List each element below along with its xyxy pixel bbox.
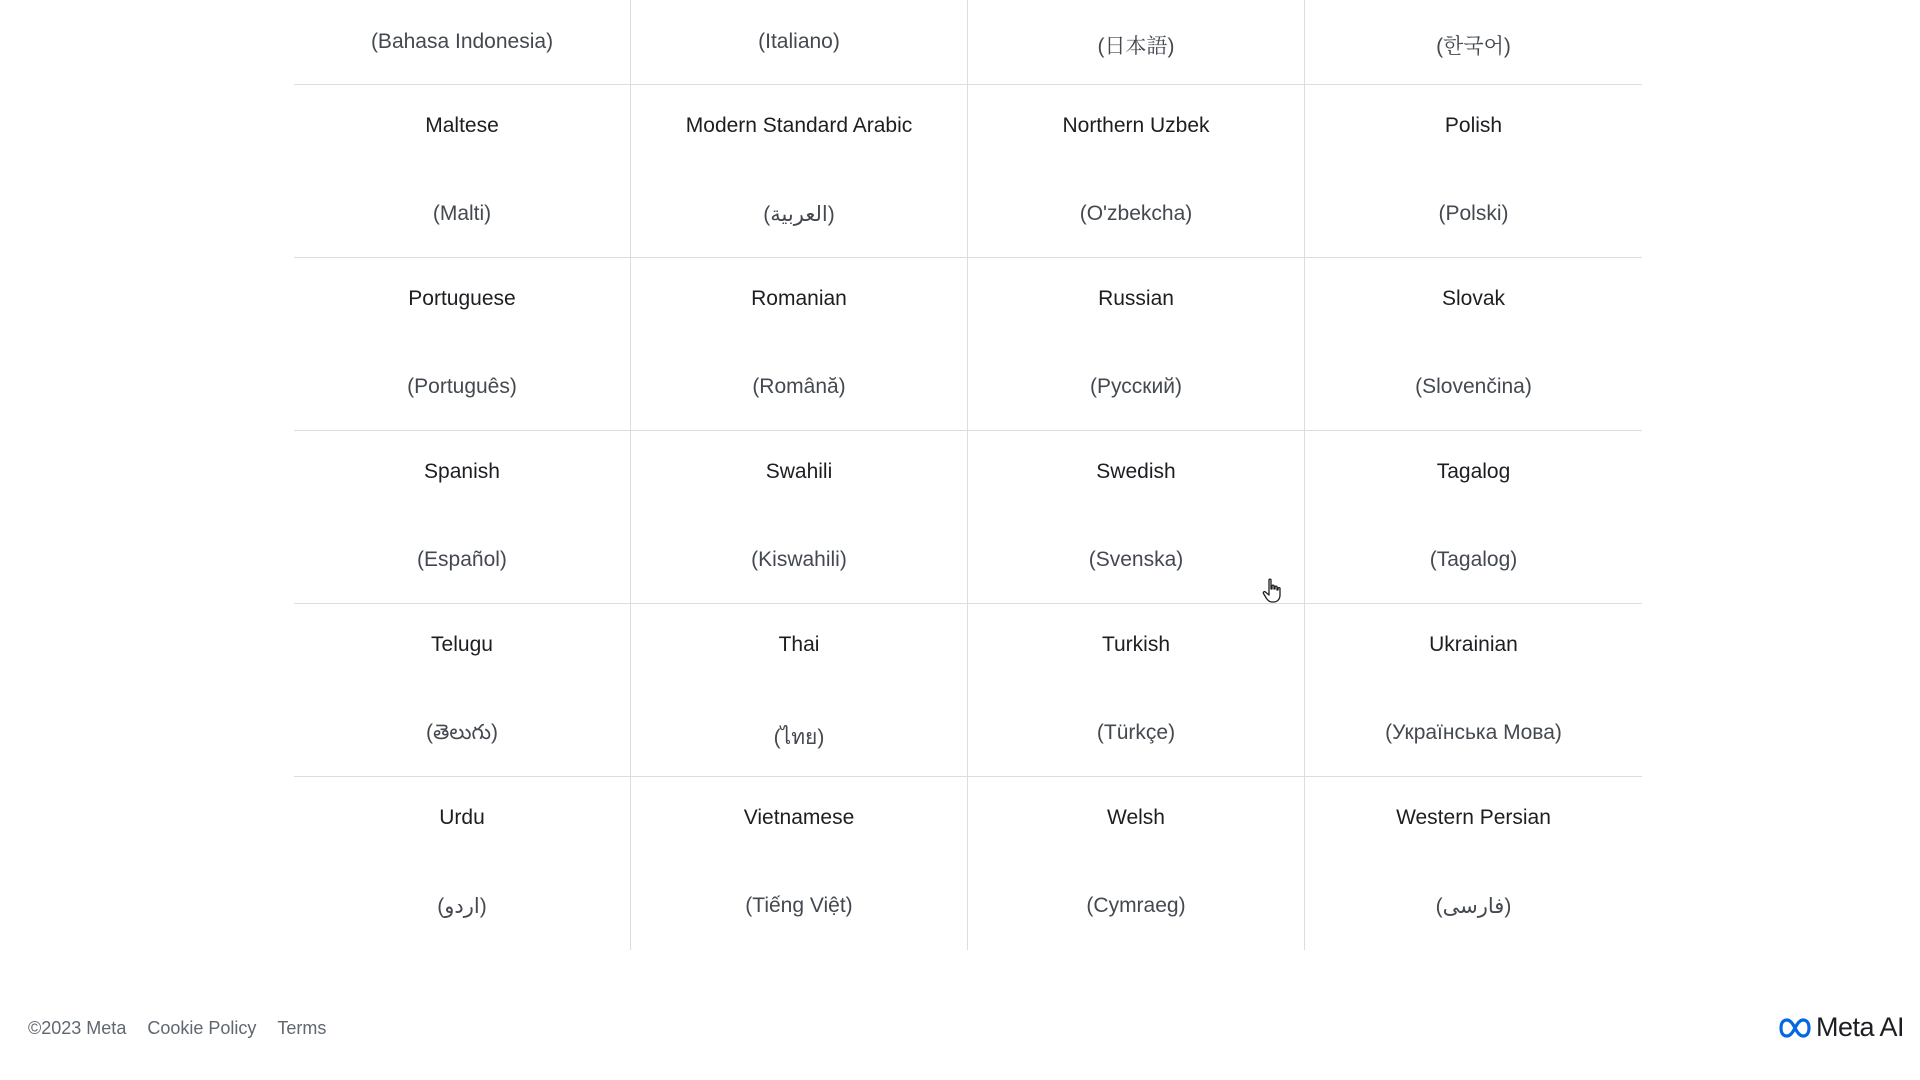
language-cell xyxy=(294,604,631,776)
language-cell xyxy=(968,85,1305,257)
language-native-name: (Tagalog) xyxy=(1429,548,1518,571)
footer-links xyxy=(28,1018,326,1039)
language-native-name: (Malti) xyxy=(432,202,492,225)
language-name: Modern Standard Arabic xyxy=(685,114,913,137)
language-native-name: (Română) xyxy=(752,375,846,398)
language-cell xyxy=(968,604,1305,776)
language-cell xyxy=(968,777,1305,950)
language-name: Welsh xyxy=(1107,806,1165,829)
language-row xyxy=(294,431,1642,604)
language-cell xyxy=(294,0,631,84)
language-name: Maltese xyxy=(425,114,499,137)
language-native-name: (Português) xyxy=(407,375,517,398)
language-cell xyxy=(968,258,1305,430)
language-native-name: (Slovenčina) xyxy=(1415,375,1532,398)
language-cell xyxy=(631,0,968,84)
meta-ai-brand[interactable] xyxy=(1778,1012,1904,1043)
language-native-name: (Español) xyxy=(417,548,507,571)
hand-pointer-cursor-icon xyxy=(1262,578,1284,604)
language-name: Turkish xyxy=(1101,633,1171,656)
language-native-name: (فارسی) xyxy=(1435,895,1512,918)
language-native-name: (한국어) xyxy=(1436,35,1511,58)
language-cell xyxy=(294,777,631,950)
language-cell xyxy=(1305,85,1642,257)
language-row xyxy=(294,604,1642,777)
language-grid xyxy=(294,0,1642,950)
language-name: Russian xyxy=(1098,287,1174,310)
language-cell xyxy=(631,258,968,430)
language-row xyxy=(294,85,1642,258)
language-name: Telugu xyxy=(431,633,493,656)
language-native-name: (తెలుగు) xyxy=(426,721,498,744)
language-native-name: (Polski) xyxy=(1438,202,1509,225)
language-row xyxy=(294,777,1642,950)
language-native-name: (日本語) xyxy=(1097,35,1175,58)
language-name: Vietnamese xyxy=(743,806,855,829)
language-native-name: (العربية) xyxy=(763,203,835,226)
language-row xyxy=(294,0,1642,85)
language-native-name: (Cymraeg) xyxy=(1086,894,1186,917)
language-cell xyxy=(631,85,968,257)
language-name: Portuguese xyxy=(408,287,516,310)
language-cell xyxy=(968,431,1305,603)
language-cell xyxy=(1305,0,1642,84)
cookie-policy-link[interactable]: Cookie Policy xyxy=(147,1018,257,1038)
language-cell xyxy=(294,431,631,603)
language-name: Northern Uzbek xyxy=(1062,114,1210,137)
language-native-name: (Русский) xyxy=(1090,375,1182,398)
language-name: Slovak xyxy=(1441,287,1506,310)
language-cell xyxy=(1305,604,1642,776)
language-cell xyxy=(1305,431,1642,603)
language-cell xyxy=(294,85,631,257)
language-name: Swedish xyxy=(1096,460,1176,483)
language-native-name: (Tiếng Việt) xyxy=(745,894,853,917)
language-native-name: (Українська Mова) xyxy=(1385,721,1562,744)
language-name: Polish xyxy=(1444,114,1503,137)
language-cell xyxy=(968,0,1305,84)
language-name: Swahili xyxy=(765,460,833,483)
language-native-name: (ไทย) xyxy=(773,726,825,749)
language-cell xyxy=(294,258,631,430)
language-native-name: (Kiswahili) xyxy=(751,548,847,571)
language-name: Urdu xyxy=(439,806,485,829)
terms-link[interactable]: Terms xyxy=(277,1018,327,1038)
language-native-name: (اردو) xyxy=(437,895,487,918)
language-name: Thai xyxy=(778,633,820,656)
language-row xyxy=(294,258,1642,431)
language-cell xyxy=(631,777,968,950)
language-native-name: (Svenska) xyxy=(1088,548,1184,571)
brand-name: Meta AI xyxy=(1815,1012,1904,1042)
language-native-name: (O'zbekcha) xyxy=(1079,202,1193,225)
language-name: Tagalog xyxy=(1436,460,1511,483)
language-cell xyxy=(631,604,968,776)
language-name: Spanish xyxy=(424,460,500,483)
footer xyxy=(0,1010,1920,1050)
language-cell xyxy=(1305,258,1642,430)
language-native-name: (Bahasa Indonesia) xyxy=(370,30,554,53)
language-cell xyxy=(631,431,968,603)
language-native-name: (Türkçe) xyxy=(1096,721,1176,744)
language-name: Romanian xyxy=(751,287,847,310)
language-cell xyxy=(1305,777,1642,950)
language-name: Western Persian xyxy=(1396,806,1551,829)
copyright-text: ©2023 Meta xyxy=(28,1018,127,1038)
language-name: Ukrainian xyxy=(1429,633,1518,656)
language-native-name: (Italiano) xyxy=(758,30,840,53)
meta-infinity-logo-icon xyxy=(1778,1018,1812,1038)
